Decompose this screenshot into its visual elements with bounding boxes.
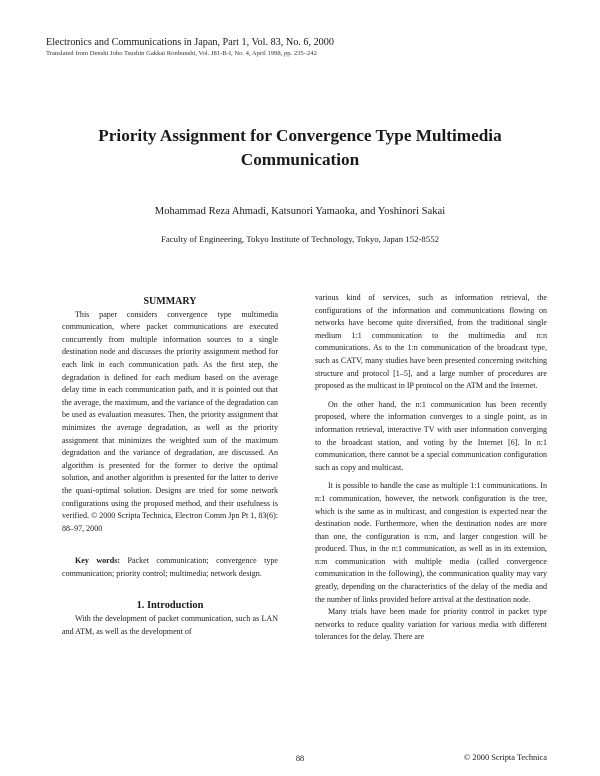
translation-note: Translated from Denshi Joho Tsushin Gakkai Ronbunshi, Vol. J81-B-I, No. 4, April 1998, pp. 235–242 — [46, 50, 317, 57]
right-column — [315, 292, 547, 644]
keywords-text: Packet communication; convergence type communication; priority control; multimedia; network design. — [62, 556, 278, 578]
introduction-paragraph: With the development of packet communication, such as LAN and ATM, as well as the development of — [62, 614, 278, 636]
affiliation: Faculty of Engineering, Tokyo Institute of Technology, Tokyo, Japan 152-8552 — [160, 234, 440, 244]
journal-citation: Electronics and Communications in Japan, Part 1, Vol. 83, No. 6, 2000 — [46, 37, 334, 48]
paper-title: Priority Assignment for Convergence Type Multimedia Communication — [98, 126, 502, 169]
keywords — [62, 555, 278, 580]
right-paragraph-2: On the other hand, the n:1 communication has been recently proposed, where the information converges to a single point, as in information retrieval, interactive TV with user information converging to the broadcast station, and voting by the Internet [6]. In n:1 communication, there cannot be a special communication configuration such as copy and multicast. — [315, 399, 547, 472]
summary-text: This paper considers convergence type multimedia communication, where packet communications are executed concurrently from multiple information sources to a single destination node and discusses the priority assignment method for each link in each communication path. As the first step, the degradation is defined for each medium based on the average delay time in each communication path, and it is pointed out that the average, the maximum, and the variance of the degradation can be used as evaluation measures. Then, the priority assignment that minimizes the average degradation, as well as the priority assignment that minimizes the weighted sum of the maximum degradation and the variance of degradation, are discussed. An algorithm is presented for the former to derive the optimal solution, and another algorithm is presented for the latter to derive the quasi-optimal solution. Designs are tried for some network configurations using the proposed method, and their usefulness is verified. © 2000 Scripta Technica, Electron Comm Jpn Pt 1, 83(6): 88–97, 2000 — [62, 309, 278, 533]
summary-heading: SUMMARY — [143, 296, 197, 307]
authors: Mohammad Reza Ahmadi, Katsunori Yamaoka, and Yoshinori Sakai — [154, 206, 446, 217]
keywords-label: Key words: — [75, 556, 121, 566]
journal-header — [46, 36, 566, 58]
right-paragraph-4: Many trials have been made for priority control in packet type networks to reduce quality variation for various media with different tolerances for the delay. There are — [315, 607, 547, 642]
page-number: 88 — [295, 754, 305, 763]
right-paragraph-1: various kind of services, such as information retrieval, the configurations of the information and communications flowing on networks have become quite diversified, from the traditional single medium 1:1 communication to the multimedia and n:n communications. As to the 1:n communication of the broadcast type, such as CATV, many studies have been presented concerning switching structure and protocol [1–5], and a large number of procedures are proposed as the multicast in IP protocol on the ATM and the Internet. — [315, 293, 547, 391]
right-paragraph-3: It is possible to handle the case as multiple 1:1 communications. In n:1 communication, however, the network configuration is the tree, which is the same as in multicast, and congestion is expected near the destination node. Furthermore, when the destination nodes are more than one, the configuration is n:m, and larger congestion will be produced. Thus, in the n:1 communication, as well as in its extension, n:m communication with multiple media (called convergence communication in the following), the communication quality may vary greatly, depending on the characteristics of the delay of the media and the number of links provided before arrival at the destination node. — [315, 481, 547, 604]
introduction-heading: 1. Introduction — [136, 600, 204, 612]
copyright-notice: © 2000 Scripta Technica — [463, 753, 547, 762]
left-column — [62, 296, 278, 638]
